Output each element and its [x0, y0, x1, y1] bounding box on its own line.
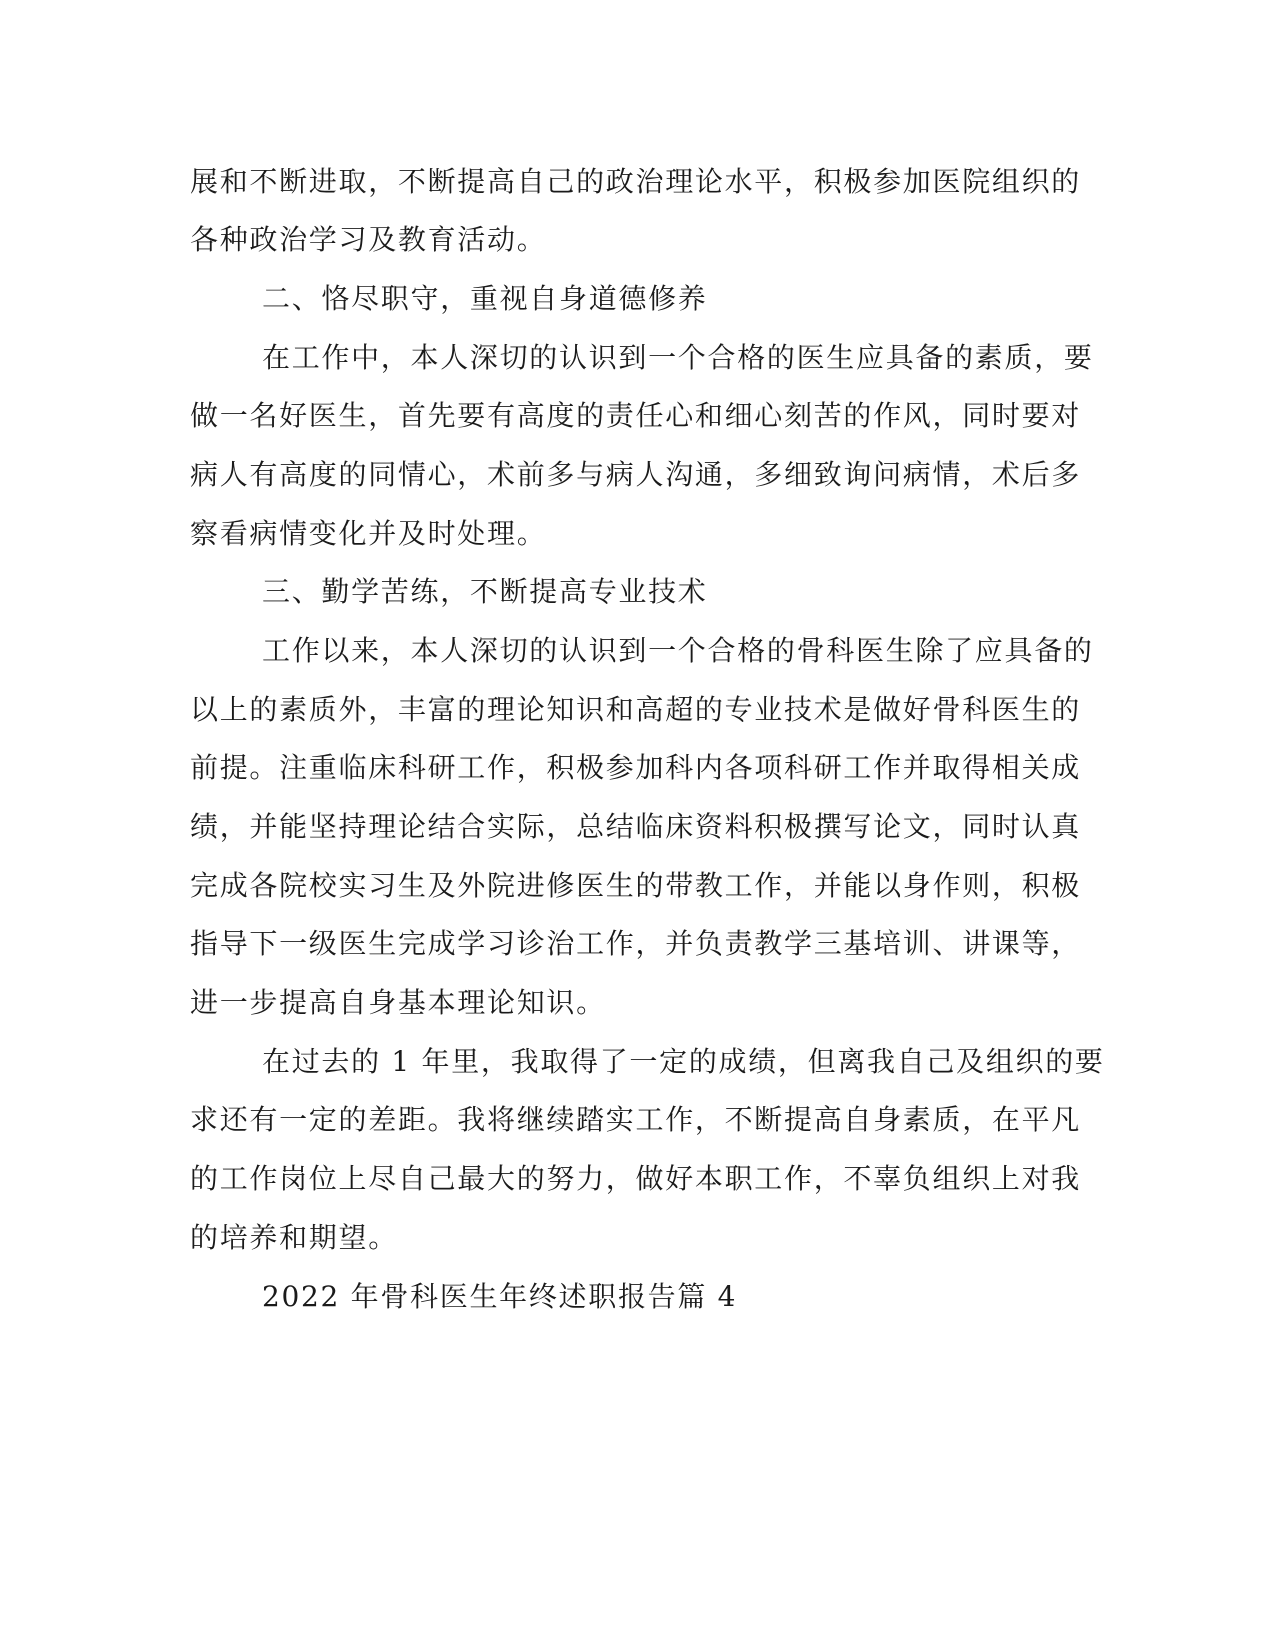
section-title: 2022 年骨科医生年终述职报告篇 4 — [262, 1280, 738, 1313]
text-line: 病人有高度的同情心，术前多与病人沟通，多细致询问病情，术后多 — [190, 458, 1082, 491]
text-line: 指导下一级医生完成学习诊治工作，并负责教学三基培训、讲课等， — [190, 927, 1082, 960]
text-line: 完成各院校实习生及外院进修医生的带教工作，并能以身作则，积极 — [190, 869, 1082, 902]
section-heading-2: 二、恪尽职守，重视自身道德修养 — [262, 282, 708, 315]
text-line: 察看病情变化并及时处理。 — [190, 517, 547, 550]
text-line: 在工作中，本人深切的认识到一个合格的医生应具备的素质，要 — [262, 341, 1094, 374]
text-line: 在过去的 1 年里，我取得了一定的成绩，但离我自己及组织的要 — [262, 1045, 1105, 1078]
text-line: 求还有一定的差距。我将继续踏实工作，不断提高自身素质，在平凡 — [190, 1103, 1082, 1136]
text-line: 进一步提高自身基本理论知识。 — [190, 986, 606, 1019]
text-line: 的培养和期望。 — [190, 1221, 398, 1254]
text-line: 以上的素质外，丰富的理论知识和高超的专业技术是做好骨科医生的 — [190, 693, 1082, 726]
text-line: 前提。注重临床科研工作，积极参加科内各项科研工作并取得相关成 — [190, 751, 1082, 784]
section-heading-3: 三、勤学苦练，不断提高专业技术 — [262, 575, 708, 608]
text-line: 工作以来，本人深切的认识到一个合格的骨科医生除了应具备的 — [262, 634, 1094, 667]
text-line: 展和不断进取，不断提高自己的政治理论水平，积极参加医院组织的 — [190, 165, 1082, 198]
text-line: 做一名好医生，首先要有高度的责任心和细心刻苦的作风，同时要对 — [190, 399, 1082, 432]
text-line: 绩，并能坚持理论结合实际，总结临床资料积极撰写论文，同时认真 — [190, 810, 1082, 843]
text-line: 各种政治学习及教育活动。 — [190, 223, 547, 256]
text-line: 的工作岗位上尽自己最大的努力，做好本职工作，不辜负组织上对我 — [190, 1162, 1082, 1195]
